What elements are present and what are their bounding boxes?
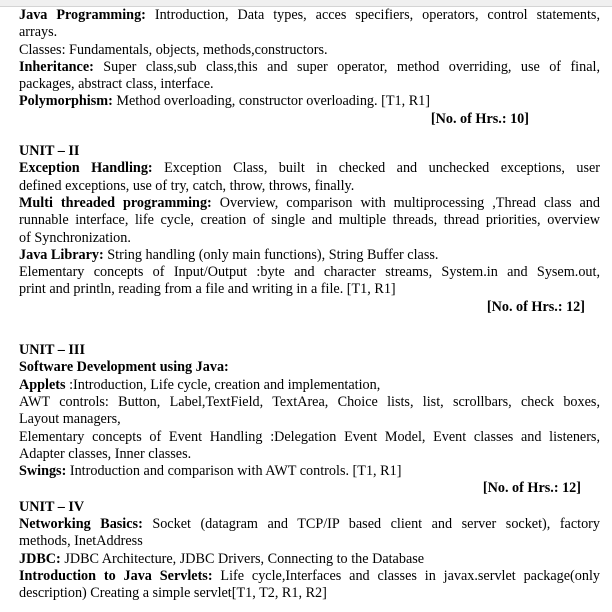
- networking-text: Socket (datagram and TCP/IP based client and server socket), factory: [142, 516, 600, 533]
- jdbc-label: JDBC:: [19, 550, 61, 567]
- applets-line: [19, 377, 600, 394]
- exception-line: [19, 160, 600, 177]
- syllabus-document: [19, 7, 600, 603]
- applets-text: :Introduction, Life cycle, creation and implementation,: [65, 376, 381, 393]
- unit2-title: UNIT – II: [19, 143, 80, 160]
- inheritance-line-2: packages, abstract class, interface.: [19, 76, 214, 93]
- exception-label: Exception Handling:: [19, 160, 153, 177]
- polymorphism-text: Method overloading, constructor overloading. [T1, R1]: [112, 93, 430, 110]
- unit2-hours: [No. of Hrs.: 12]: [486, 298, 585, 315]
- swings-line: [19, 463, 600, 480]
- java-programming-line: [19, 7, 600, 24]
- polymorphism-line: [19, 93, 600, 110]
- awt-line-2: Layout managers,: [19, 411, 121, 428]
- multithread-line-3: of Synchronization.: [19, 229, 131, 246]
- io-line: Elementary concepts of Input/Output :byte and character streams, System.in and Sysem.out,: [19, 264, 600, 281]
- unit4-title: UNIT – IV: [19, 498, 85, 515]
- multithread-text: Overview, comparison with multiprocessing ,Thread class and: [211, 194, 600, 211]
- jdbc-line: [19, 551, 600, 568]
- classes-line: Classes: Fundamentals, objects, methods,constructors.: [19, 41, 328, 58]
- inheritance-line: [19, 59, 600, 76]
- inheritance-label: Inheritance:: [19, 58, 94, 75]
- polymorphism-label: Polymorphism:: [19, 93, 113, 110]
- unit3-title: UNIT – III: [19, 342, 85, 359]
- event-handling-line-2: Adapter classes, Inner classes.: [19, 445, 192, 462]
- networking-label: Networking Basics:: [19, 516, 143, 533]
- servlets-text: Life cycle,Interfaces and classes in javax.servlet package(only: [212, 567, 600, 584]
- servlets-line-2: description) Creating a simple servlet[T1, T2, R1, R2]: [19, 585, 327, 602]
- unit3-hours: [No. of Hrs.: 12]: [482, 480, 581, 497]
- java-library-text: String handling (only main functions), String Buffer class.: [103, 246, 439, 263]
- networking-line: [19, 516, 600, 533]
- inheritance-text: Super class,sub class,this and super operator, method overriding, use of final,: [93, 58, 600, 75]
- window-top-strip: [0, 0, 612, 7]
- networking-line-2: methods, InetAddress: [19, 533, 143, 550]
- applets-label: Applets: [19, 376, 66, 393]
- java-programming-line-2: arrays.: [19, 24, 58, 41]
- java-programming-label: Java Programming:: [19, 7, 146, 23]
- servlets-label: Introduction to Java Servlets:: [19, 567, 213, 584]
- swings-text: Introduction and comparison with AWT controls. [T1, R1]: [66, 463, 402, 480]
- io-line-2: print and println, reading from a file and writing in a file. [T1, R1]: [19, 281, 396, 298]
- java-programming-text: Introduction, Data types, acces specifiers, operators, control statements,: [145, 7, 601, 23]
- unit1-hours: [No. of Hrs.: 10]: [430, 110, 529, 127]
- multithread-label: Multi threaded programming:: [19, 194, 212, 211]
- jdbc-text: JDBC Architecture, JDBC Drivers, Connecting to the Database: [60, 550, 425, 567]
- event-handling-line: Elementary concepts of Event Handling :Delegation Event Model, Event classes and listeners,: [19, 428, 600, 445]
- multithread-line: [19, 195, 600, 212]
- servlets-line: [19, 568, 600, 585]
- java-library-line: [19, 247, 600, 264]
- awt-line: AWT controls: Button, Label,TextField, TextArea, Choice lists, list, scrollbars, check boxes,: [19, 393, 600, 410]
- java-library-label: Java Library:: [19, 246, 104, 263]
- software-development-heading: Software Development using Java:: [19, 359, 229, 376]
- exception-line-2: defined exceptions, use of try, catch, throw, throws, finally.: [19, 177, 355, 194]
- swings-label: Swings:: [19, 463, 67, 480]
- exception-text: Exception Class, built in checked and unchecked exceptions, user: [152, 160, 601, 177]
- multithread-line-2: runnable interface, life cycle, creation of single and multiple threads, thread priorities, overview: [19, 212, 600, 229]
